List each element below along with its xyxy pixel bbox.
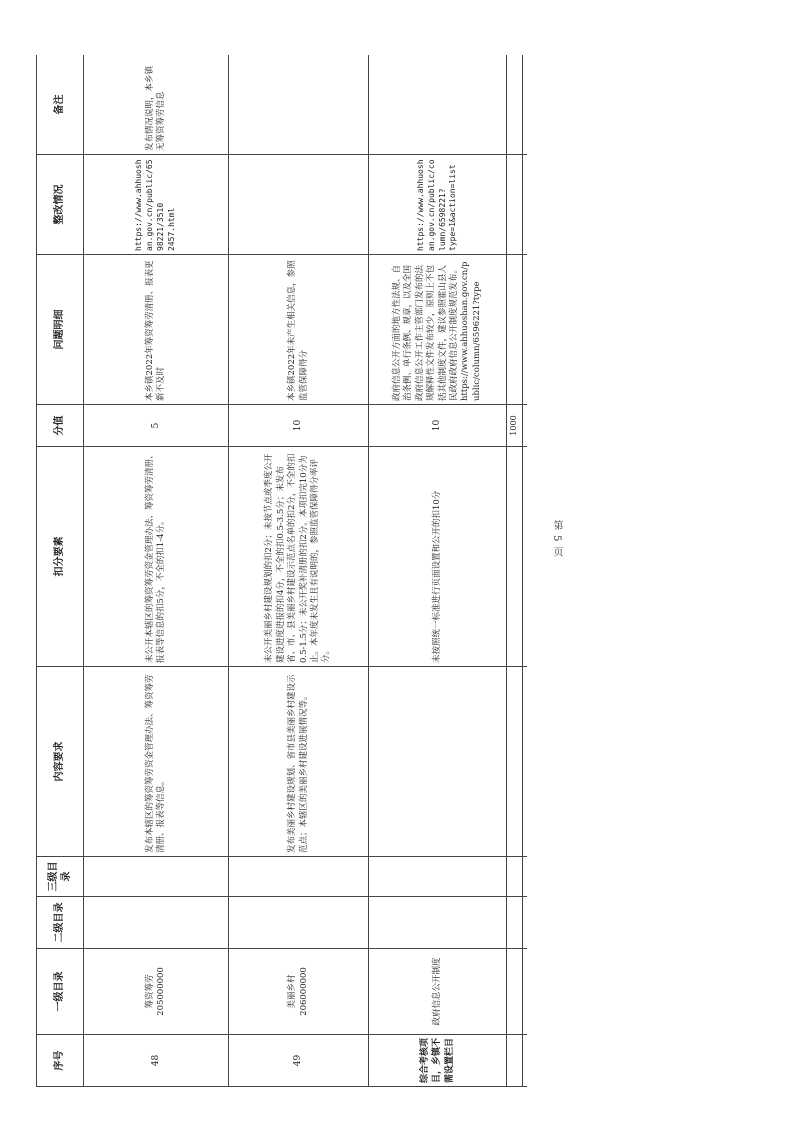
cell-level2	[229, 897, 369, 949]
cell-level3	[84, 857, 229, 897]
header-rectify: 整改情况	[37, 155, 84, 255]
cell-content	[369, 667, 507, 857]
table-row	[369, 55, 507, 1087]
cell-seq: 49	[229, 1035, 369, 1087]
cell-issue: 本乡镇2022年筹资筹劳清册、报表更新不及时	[84, 255, 229, 405]
evaluation-table	[36, 55, 527, 1087]
cell-rectify-link[interactable]: https://www.ahhuoshan.gov.cn/public/column/6598221?type=1&action=list	[369, 155, 507, 255]
header-level2: 二级目录	[37, 897, 84, 949]
cell-remark	[229, 55, 369, 155]
cell-deduction: 未公开美丽乡村建设规划的扣2分；未按节点或季度公开建设进度进报的扣4分，不全的扣0.5-3.5分；未发布省、市、县美丽乡村建设示范点名单的扣2分，不全的扣0.5-1.5分；未公开奖补清册的扣2分。本项扣完10分为止。本年度未发生且有说明的，参照监管保障得分率评分。	[229, 447, 369, 667]
header-score: 分值	[37, 405, 84, 447]
header-level1: 一级目录	[37, 949, 84, 1035]
cell-rectify-link	[229, 155, 369, 255]
cell-score: 10	[369, 405, 507, 447]
cell-deduction: 未公开本辖区的筹资筹劳资金管理办法、筹资筹劳清册、报表等信息的扣5分，不全的扣1-4分。	[84, 447, 229, 667]
rotated-page	[36, 55, 527, 1087]
cell-level3	[369, 857, 507, 897]
header-issue: 问题明细	[37, 255, 84, 405]
total-score: 1000	[507, 405, 523, 447]
cell-deduction: 未按照统一标准进行页面设置和公开的扣10分	[369, 447, 507, 667]
cell-level3	[229, 857, 369, 897]
cell-level1: 筹资筹劳 205000000	[84, 949, 229, 1035]
cell-remark: 发布情况说明，本乡镇无筹资筹劳信息	[84, 55, 229, 155]
cell-score: 10	[229, 405, 369, 447]
cell-issue: 政府信息公开方面的地方性法规、自治条例、单行条例、规章，以及全国政府信息公开工作主管部门发布的法规解释性文件发布较少，原则上不包括其他制度文件，建议参照霍山县人民政府政府信息公开制度规范发布。https://www.ahhuoshan.gov.cn/public/column/6596221?type	[369, 255, 507, 405]
header-deduction: 扣分要素	[37, 447, 84, 667]
cell-issue: 本乡镇2022年未产生相关信息，参照监管保障得分	[229, 255, 369, 405]
cell-score: 5	[84, 405, 229, 447]
table-row	[84, 55, 229, 1087]
cell-level1: 政府信息公开制度	[369, 949, 507, 1035]
cell-seq: 综合考核项目，乡镇不需设置栏目	[369, 1035, 507, 1087]
header-row	[37, 55, 84, 1087]
table-row	[229, 55, 369, 1087]
cell-content: 发布美丽乡村建设规划、省市县美丽乡村建设示范点；本辖区的美丽乡村建设进展情况等。	[229, 667, 369, 857]
cell-level2	[369, 897, 507, 949]
blank-row	[522, 55, 527, 1087]
total-row	[507, 55, 523, 1087]
cell-level2	[84, 897, 229, 949]
header-level3: 三级目录	[37, 857, 84, 897]
header-content: 内容要求	[37, 667, 84, 857]
cell-remark	[369, 55, 507, 155]
cell-content: 发布本辖区的筹资筹劳资金管理办法、筹资筹劳清册、报表等信息。	[84, 667, 229, 857]
rotated-table-container	[36, 55, 527, 1087]
header-remark: 备注	[37, 55, 84, 155]
page-number: 第 5 页	[551, 520, 562, 558]
cell-rectify-link[interactable]: https://www.ahhuoshan.gov.cn/public/6598221/3510 2457.html	[84, 155, 229, 255]
cell-level1: 美丽乡村 206000000	[229, 949, 369, 1035]
cell-seq: 48	[84, 1035, 229, 1087]
header-seq: 序号	[37, 1035, 84, 1087]
